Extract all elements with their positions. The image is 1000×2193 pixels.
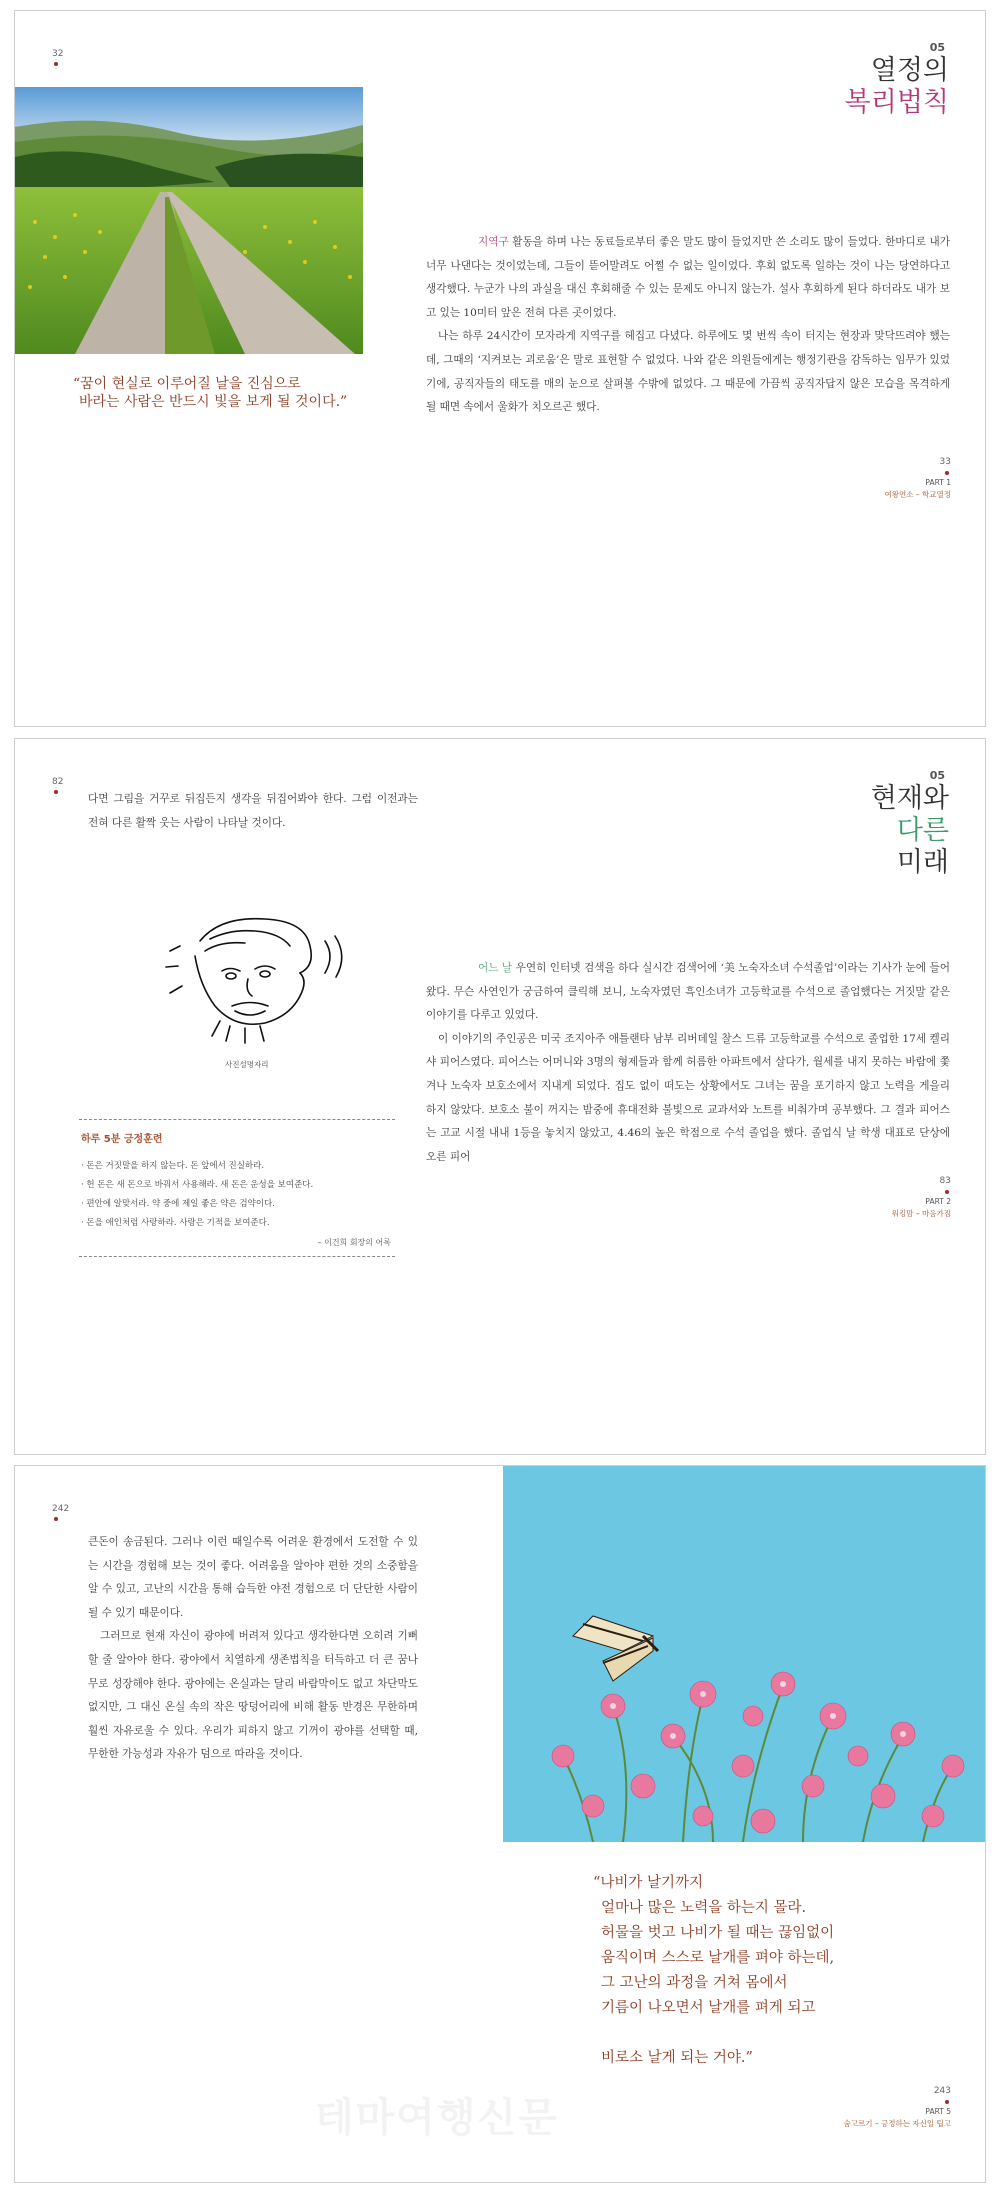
chapter-title-line-accent: 다른 [896, 815, 949, 846]
page-footer [892, 1196, 951, 1220]
page-dot-icon [54, 790, 58, 794]
quote-line: 바라는 사람은 반드시 빛을 보게 될 것이다.” [79, 394, 348, 410]
tip-item: · 돈은 거짓말을 하지 않는다. 돈 앞에서 진실하라. [81, 1161, 265, 1171]
lead-word: 지역구 [478, 236, 509, 248]
tip-item: · 편안에 알맞서라. 약 중에 제일 좋은 약은 검약이다. [81, 1199, 275, 1209]
tip-list [79, 1157, 395, 1233]
chapter-number: 05 [929, 41, 945, 54]
chapter-title-line: 열정의 [870, 55, 949, 86]
quote-line: 얼마나 많은 노력을 하는지 몰라. [601, 1900, 807, 1916]
quote-spacer [593, 2021, 834, 2046]
quote-line: 비로소 날게 되는 거야.” [601, 2050, 753, 2066]
tip-source: – 이건희 회장의 어록 [317, 1238, 391, 1247]
footer-subtitle: 숨고르기 – 긍정하는 자신일 팁고 [843, 2119, 951, 2128]
quote-line: 그 고난의 과정을 거쳐 몸에서 [601, 1975, 788, 1991]
pull-quote [593, 1871, 834, 2071]
body-text [426, 231, 950, 420]
quote-line: 허물을 벗고 나비가 될 때는 끊임없이 [601, 1925, 835, 1941]
paragraph [426, 957, 950, 1028]
watermark: 테마여행신문 [315, 2095, 559, 2141]
intro-text [88, 788, 418, 835]
page-footer [885, 477, 951, 501]
chapter-number: 05 [929, 769, 945, 782]
chapter-title-line: 현재와 [870, 783, 949, 814]
book-spread-1 [14, 10, 986, 727]
image-caption: 사진설명자리 [225, 1060, 269, 1069]
quote-line: 기름이 나오면서 날개를 펴게 되고 [601, 2000, 816, 2016]
lead-word: 어느 날 [478, 962, 513, 974]
page-number-right: 243 [933, 2086, 951, 2096]
paragraph [426, 231, 950, 325]
footer-part: PART 5 [925, 2107, 951, 2116]
footer-subtitle: 워킹맘 – 마음가짐 [891, 1209, 951, 1218]
page-dot-icon [54, 1517, 58, 1521]
tip-box [79, 1119, 395, 1257]
footer-subtitle: 여왕연소 – 학교열정 [884, 490, 951, 499]
page-number-right: 33 [939, 457, 951, 467]
tip-item: · 돈을 애인처럼 사랑하라. 사랑은 기적을 보여준다. [81, 1218, 270, 1228]
page-footer [844, 2106, 951, 2130]
quote-line: “꿈이 현실로 이루어질 날을 진심으로 [73, 376, 301, 392]
quote-line: “나비가 날기까지 [593, 1875, 704, 1891]
page-number-right: 83 [939, 1176, 951, 1186]
chapter-title-line-accent: 복리법칙 [844, 87, 949, 118]
paragraph-text: 우연히 인터넷 검색을 하다 실시간 검색어에 ‘美 노숙자소녀 수석졸업’이라는 기사가 눈에 들어왔다. 무슨 사연인가 궁금하여 클릭해 보니, 노숙자였던 흑인소녀가 고등학교를 수석으로 졸업했다는 거짓말 같은 이야기를 다루고 있었다. [426, 962, 950, 1022]
paragraph: 다면 그림을 거꾸로 뒤집든지 생각을 뒤집어봐야 한다. 그럼 이전과는 전혀 다른 활짝 웃는 사람이 나타날 것이다. [88, 793, 418, 829]
paragraph: 큰돈이 송금된다. 그러나 이런 때일수록 어려운 환경에서 도전할 수 있는 시간을 경험해 보는 것이 좋다. 어려움을 알아야 편한 것의 소중함을 알 수 있고, 고난의 시간을 통해 습득한 야전 경험으로 더 단단한 사람이 될 수 있기 때문이다. [88, 1536, 418, 1619]
paragraph: 이 이야기의 주인공은 미국 조지아주 애틀랜타 남부 리버데일 찰스 드류 고등학교를 수석으로 졸업한 17세 켈리샤 피어스였다. 피어스는 어머니와 3명의 형제들과 함께 허름한 아파트에서 살다가, 월세를 내지 못하는 바람에 쫓겨나 노숙자 보호소에서 지내게 되었다. 집도 없이 떠도는 상황에서도 그녀는 꿈을 포기하지 않고 노력을 게을리 하지 않았다. 보호소 불이 꺼지는 밤중에 휴대전화 불빛으로 교과서와 노트를 비춰가며 공부했다. 그 결과 피어스는 고교 시절 내내 1등을 놓치지 않았고, 4.46의 높은 학점으로 수석 졸업을 했다. 졸업식 날 학생 대표로 단상에 오른 피어 [426, 1032, 950, 1163]
paragraph: 그러므로 현재 자신이 광야에 버려져 있다고 생각한다면 오히려 기뻐할 줄 알아야 한다. 광야에서 치열하게 생존법칙을 터득하고 더 큰 꿈나무로 성장해야 한다. 광야에는 온실과는 달리 바람막이도 없고 차단막도 없지만, 그 대신 온실 속의 작은 땅덩어리에 비해 활동 반경은 무한하며 훨씬 자유로울 수 있다. 우리가 피하지 않고 기꺼이 광야를 선택할 때, 무한한 가능성과 자유가 덤으로 따라올 것이다. [88, 1630, 418, 1761]
page-dot-icon [54, 62, 58, 66]
chapter-title-line: 미래 [896, 847, 949, 878]
page-number-left: 82 [52, 777, 64, 787]
tip-item: · 헌 돈은 새 돈으로 바꿔서 사용해라. 새 돈은 운성을 보여준다. [81, 1180, 314, 1190]
paragraph: 나는 하루 24시간이 모자라게 지역구를 헤집고 다녔다. 하루에도 몇 번씩 속이 터지는 현장과 맞닥뜨려야 했는데, 그때의 ‘지켜보는 괴로움’은 말로 표현할 수 없었다. 나와 같은 의원들에게는 행정기관을 감독하는 임무가 있었기에, 공직자들의 태도를 매의 눈으로 살펴볼 수밖에 없었다. 그 때문에 가끔씩 공직자답지 않은 모습을 목격하게 될 때면 속에서 울화가 치오르곤 했다. [426, 330, 950, 414]
body-text [88, 1531, 418, 1767]
book-spread-3 [14, 1465, 986, 2183]
footer-part: PART 2 [925, 1197, 951, 1206]
page-dot-icon [945, 2100, 949, 2104]
book-spread-2 [14, 738, 986, 1455]
upside-down-face-illustration [160, 911, 380, 1046]
butterfly-flowers-photo [503, 1466, 986, 1842]
body-text [426, 957, 950, 1169]
tip-box-title: 하루 5분 긍정훈련 [81, 1134, 163, 1145]
page-dot-icon [945, 471, 949, 475]
page-number-left: 242 [52, 1504, 70, 1514]
page-dot-icon [945, 1190, 949, 1194]
quote-line: 움직이며 스스로 날개를 펴야 하는데, [601, 1950, 835, 1966]
chapter-title [845, 55, 949, 119]
chapter-title [871, 783, 949, 879]
country-road-photo [15, 87, 363, 354]
page-number-left: 32 [52, 49, 64, 59]
paragraph-text: 활동을 하며 나는 동료들로부터 좋은 말도 많이 들었지만 쓴 소리도 많이 들었다. 한마디로 내가 너무 나댄다는 것이었는데, 그들이 뜯어말려도 어쩔 수 없는 일이었다. 후회 없도록 일하는 것이 나는 당연하다고 생각했다. 누군가 나의 과실을 대신 후회해줄 수 있는 문제도 아니지 않는가. 설사 후회하게 된다 하더라도 내가 보고 있는 10미터 앞은 전혀 다른 곳이었다. [426, 236, 950, 319]
pull-quote [73, 375, 347, 411]
footer-part: PART 1 [925, 478, 951, 487]
